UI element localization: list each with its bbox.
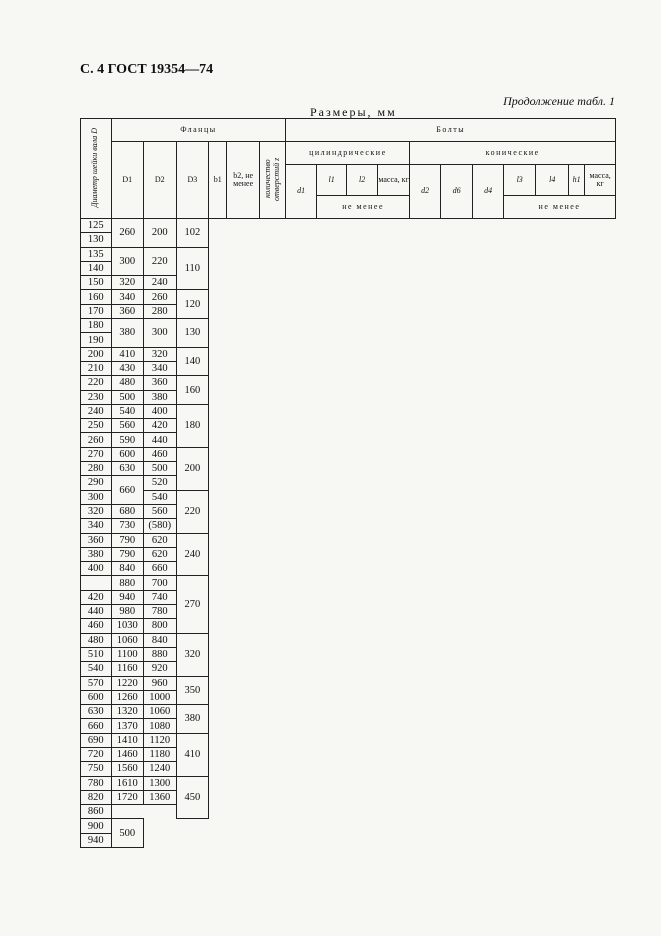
cell-D: 600	[81, 690, 112, 704]
cell-D2: 240	[144, 276, 177, 290]
table-row	[81, 747, 616, 761]
cell-D1: 410	[111, 347, 144, 361]
table-row	[81, 419, 616, 433]
cell-D2: 740	[144, 590, 177, 604]
header-l2: l2	[347, 165, 378, 196]
cell-D: 510	[81, 647, 112, 661]
cell-D1: 320	[111, 276, 144, 290]
cell-D3: 410	[176, 733, 209, 776]
dimensions-caption: Размеры, мм	[310, 105, 397, 119]
table-row	[81, 733, 616, 747]
cell-D2: 400	[144, 404, 177, 418]
header-conical: конические	[410, 142, 616, 165]
cell-D: 220	[81, 376, 112, 390]
cell-D: 340	[81, 519, 112, 533]
table-row	[81, 219, 616, 233]
header-flanges: Фланцы	[111, 119, 286, 142]
cell-D: 860	[81, 805, 112, 819]
cell-D: 320	[81, 504, 112, 518]
table-row	[81, 304, 616, 318]
cell-D2: 1300	[144, 776, 177, 790]
cell-D3: 270	[176, 576, 209, 633]
cell-D3: 130	[176, 319, 209, 348]
cell-D: 630	[81, 705, 112, 719]
cell-D1: 880	[111, 576, 144, 590]
cell-D2: 1060	[144, 705, 177, 719]
cell-D: 280	[81, 462, 112, 476]
cell-D	[81, 576, 112, 590]
cell-D2: 840	[144, 633, 177, 647]
table-row	[81, 476, 616, 490]
cell-D2: 920	[144, 662, 177, 676]
cell-D2: 460	[144, 447, 177, 461]
cell-D2: 1080	[144, 719, 177, 733]
header-D2: D2	[144, 142, 177, 219]
cell-D2: 620	[144, 533, 177, 547]
header-shaft-diameter: Диаметр шейки вала D	[81, 119, 112, 219]
cell-D1: 1260	[111, 690, 144, 704]
cell-D1: 680	[111, 504, 144, 518]
cell-D: 660	[81, 719, 112, 733]
table-row	[81, 590, 616, 604]
header-holes-count: количество отверстий z	[259, 142, 285, 219]
table-row	[81, 376, 616, 390]
cell-D1: 1460	[111, 747, 144, 761]
cell-D: 300	[81, 490, 112, 504]
cell-D: 720	[81, 747, 112, 761]
header-not-less-con: не менее	[503, 196, 615, 219]
cell-D2: 500	[144, 462, 177, 476]
dimensions-table	[80, 118, 616, 848]
table-row	[81, 805, 616, 819]
cell-D2: 280	[144, 304, 177, 318]
header-D3: D3	[176, 142, 209, 219]
header-d1: d1	[286, 165, 317, 219]
cell-D3: 500	[111, 819, 144, 848]
cell-D2: 880	[144, 647, 177, 661]
table-continuation-note: Продолжение табл. 1	[503, 94, 615, 108]
cell-D1: 1370	[111, 719, 144, 733]
table-row	[81, 404, 616, 418]
cell-D: 570	[81, 676, 112, 690]
cell-D: 480	[81, 633, 112, 647]
header-mass-cyl: масса, кг	[377, 165, 410, 196]
table-row	[81, 533, 616, 547]
cell-D: 180	[81, 319, 112, 333]
header-l3: l3	[503, 165, 536, 196]
cell-D2: 1360	[144, 790, 177, 804]
cell-D: 780	[81, 776, 112, 790]
cell-D2: 260	[144, 290, 177, 304]
table-body	[81, 219, 616, 848]
cell-D1: 660	[111, 476, 144, 505]
header-d2: d2	[410, 165, 441, 219]
table-row	[81, 290, 616, 304]
cell-D2: 360	[144, 376, 177, 390]
cell-D: 380	[81, 547, 112, 561]
table-row	[81, 833, 616, 847]
cell-D: 460	[81, 619, 112, 633]
cell-D2: 660	[144, 562, 177, 576]
cell-D1: 560	[111, 419, 144, 433]
table-row	[81, 361, 616, 375]
cell-D: 360	[81, 533, 112, 547]
cell-D: 820	[81, 790, 112, 804]
cell-D2: 780	[144, 605, 177, 619]
header-l4: l4	[536, 165, 569, 196]
cell-D2: 700	[144, 576, 177, 590]
cell-D1: 500	[111, 390, 144, 404]
cell-D: 420	[81, 590, 112, 604]
cell-D2: 1000	[144, 690, 177, 704]
cell-D3: 102	[176, 219, 209, 248]
table-row	[81, 519, 616, 533]
cell-D: 135	[81, 247, 112, 261]
cell-D3: 110	[176, 247, 209, 290]
cell-D3: 140	[176, 347, 209, 376]
cell-D1: 540	[111, 404, 144, 418]
table-row	[81, 433, 616, 447]
table-row	[81, 647, 616, 661]
table-row	[81, 247, 616, 261]
cell-D: 260	[81, 433, 112, 447]
cell-D: 190	[81, 333, 112, 347]
table-row	[81, 605, 616, 619]
cell-D1: 940	[111, 590, 144, 604]
table-row	[81, 576, 616, 590]
cell-D1: 1560	[111, 762, 144, 776]
cell-D: 170	[81, 304, 112, 318]
cell-D1: 430	[111, 361, 144, 375]
cell-D1: 790	[111, 533, 144, 547]
cell-D: 400	[81, 562, 112, 576]
cell-D: 150	[81, 276, 112, 290]
header-b1: b1	[209, 142, 227, 219]
table-row	[81, 819, 616, 833]
cell-D2: 1180	[144, 747, 177, 761]
table-row	[81, 633, 616, 647]
cell-D2: 800	[144, 619, 177, 633]
cell-D2: 300	[144, 319, 177, 348]
cell-D: 230	[81, 390, 112, 404]
cell-D1: 1220	[111, 676, 144, 690]
cell-D2: (580)	[144, 519, 177, 533]
cell-D3: 200	[176, 447, 209, 490]
cell-D: 250	[81, 419, 112, 433]
cell-D: 240	[81, 404, 112, 418]
table-row	[81, 490, 616, 504]
cell-D: 210	[81, 361, 112, 375]
cell-D3: 120	[176, 290, 209, 319]
table-row	[81, 719, 616, 733]
cell-D2: 540	[144, 490, 177, 504]
cell-D1: 1030	[111, 619, 144, 633]
cell-D: 270	[81, 447, 112, 461]
table-row	[81, 347, 616, 361]
table-row	[81, 462, 616, 476]
cell-D: 940	[81, 833, 112, 847]
cell-D2: 380	[144, 390, 177, 404]
cell-D: 200	[81, 347, 112, 361]
table-row	[81, 276, 616, 290]
cell-D2: 220	[144, 247, 177, 276]
cell-D1: 260	[111, 219, 144, 248]
header-d6: d6	[440, 165, 473, 219]
cell-D1: 730	[111, 519, 144, 533]
header-l1: l1	[316, 165, 347, 196]
cell-D3: 350	[176, 676, 209, 705]
cell-D2: 620	[144, 547, 177, 561]
cell-D: 540	[81, 662, 112, 676]
cell-D: 290	[81, 476, 112, 490]
header-h1: h1	[568, 165, 584, 196]
cell-D1: 840	[111, 562, 144, 576]
cell-D3: 240	[176, 533, 209, 576]
cell-D2: 440	[144, 433, 177, 447]
table-row	[81, 390, 616, 404]
cell-D1: 980	[111, 605, 144, 619]
cell-D2: 320	[144, 347, 177, 361]
cell-D3: 380	[176, 705, 209, 734]
header-mass-con: масса, кг	[585, 165, 616, 196]
cell-D1: 1060	[111, 633, 144, 647]
table-row	[81, 447, 616, 461]
cell-D3: 320	[176, 633, 209, 676]
cell-D2: 200	[144, 219, 177, 248]
cell-D1: 480	[111, 376, 144, 390]
header-d4: d4	[473, 165, 504, 219]
table-row	[81, 776, 616, 790]
table-row	[81, 319, 616, 333]
cell-D1: 1100	[111, 647, 144, 661]
cell-D1: 1610	[111, 776, 144, 790]
cell-D3: 180	[176, 404, 209, 447]
cell-D2: 1120	[144, 733, 177, 747]
cell-D2: 1240	[144, 762, 177, 776]
cell-D: 125	[81, 219, 112, 233]
cell-D1: 380	[111, 319, 144, 348]
cell-D2: 960	[144, 676, 177, 690]
cell-D1: 600	[111, 447, 144, 461]
cell-D1: 300	[111, 247, 144, 276]
cell-D2: 340	[144, 361, 177, 375]
cell-D: 440	[81, 605, 112, 619]
table-row	[81, 762, 616, 776]
cell-D: 750	[81, 762, 112, 776]
cell-D: 130	[81, 233, 112, 247]
table-row	[81, 619, 616, 633]
table-row	[81, 562, 616, 576]
cell-D1: 1720	[111, 790, 144, 804]
cell-D: 900	[81, 819, 112, 833]
table-row	[81, 662, 616, 676]
cell-D: 140	[81, 261, 112, 275]
cell-D1: 1160	[111, 662, 144, 676]
cell-D1: 1320	[111, 705, 144, 719]
cell-D1: 1410	[111, 733, 144, 747]
cell-D3: 450	[176, 776, 209, 819]
cell-D1: 340	[111, 290, 144, 304]
page-title: С. 4 ГОСТ 19354—74	[80, 62, 214, 77]
cell-D3: 160	[176, 376, 209, 405]
cell-D1: 630	[111, 462, 144, 476]
table-row	[81, 504, 616, 518]
cell-D2: 520	[144, 476, 177, 490]
table-row	[81, 676, 616, 690]
header-b2: b2, не менее	[227, 142, 260, 219]
cell-D: 690	[81, 733, 112, 747]
cell-D2: 560	[144, 504, 177, 518]
table-row	[81, 690, 616, 704]
cell-D1: 590	[111, 433, 144, 447]
table-row	[81, 790, 616, 804]
header-bolts: Болты	[286, 119, 616, 142]
cell-D3: 220	[176, 490, 209, 533]
cell-D1: 790	[111, 547, 144, 561]
table-row	[81, 705, 616, 719]
cell-D1: 360	[111, 304, 144, 318]
table-row	[81, 547, 616, 561]
header-not-less-cyl: не менее	[316, 196, 410, 219]
cell-D: 160	[81, 290, 112, 304]
cell-D2: 420	[144, 419, 177, 433]
header-D1: D1	[111, 142, 144, 219]
header-cylindrical: цилиндрические	[286, 142, 410, 165]
